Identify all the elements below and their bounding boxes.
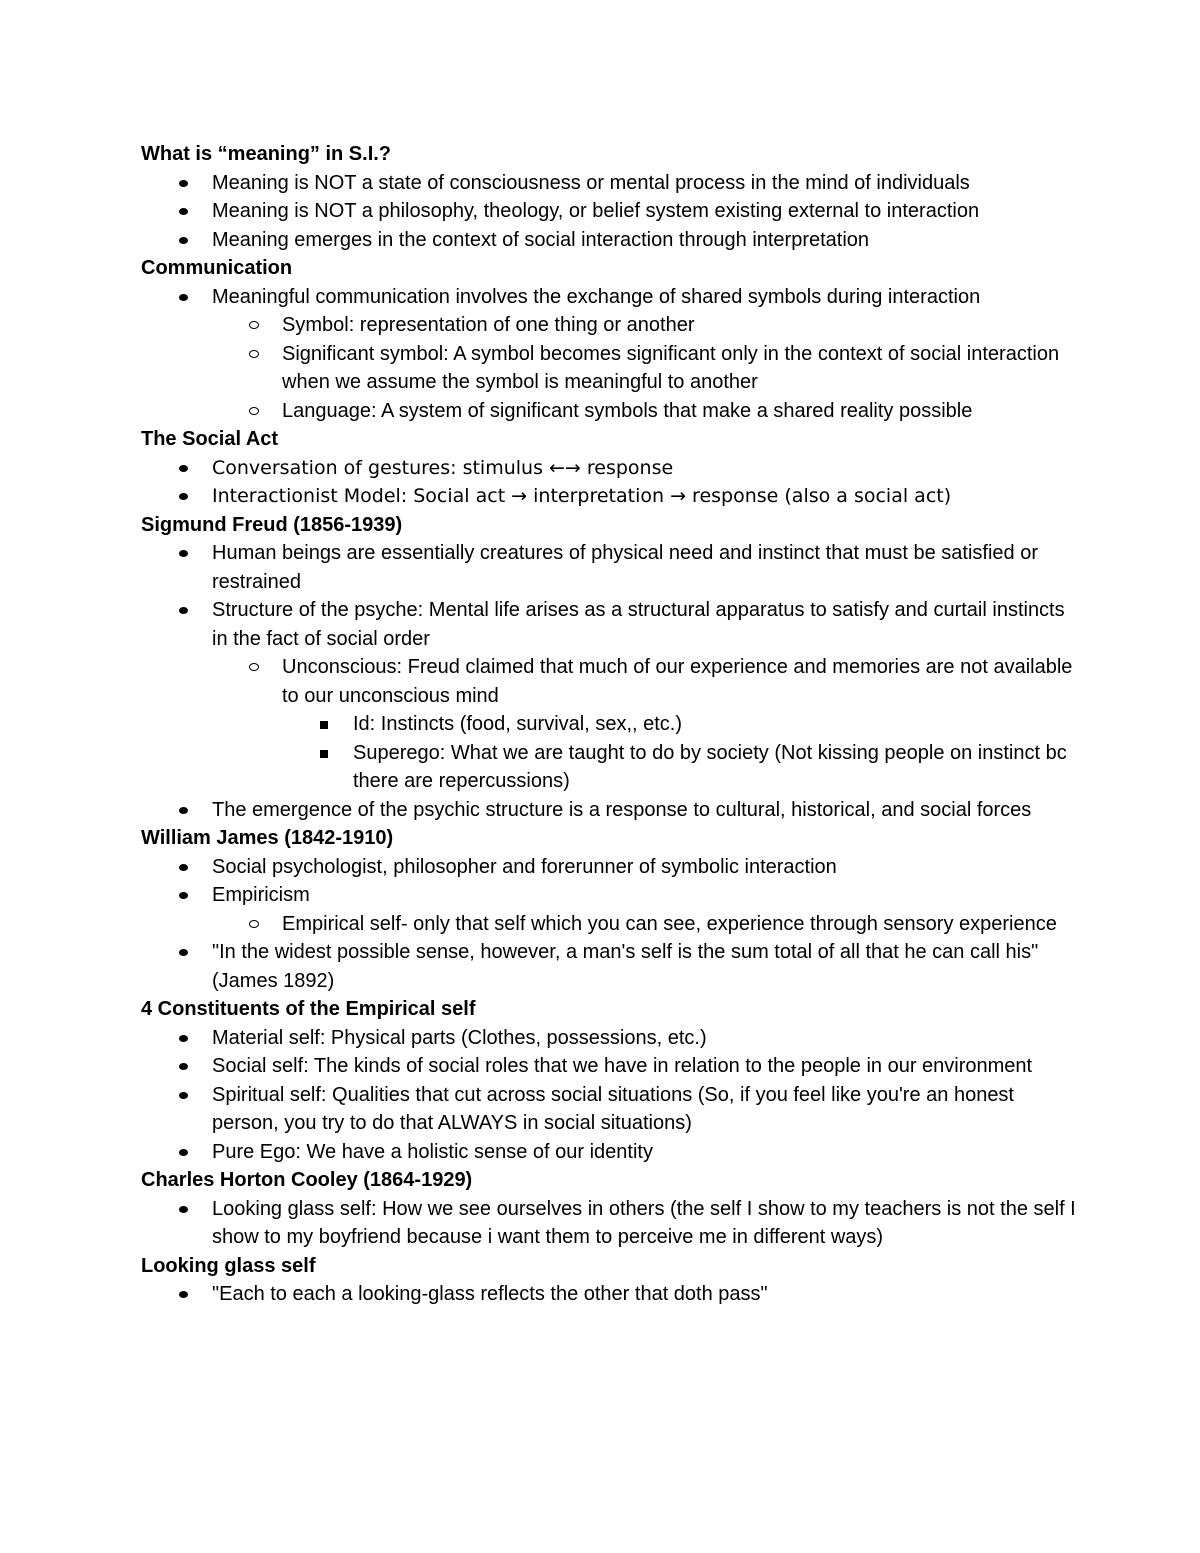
list-item: Meaning is NOT a state of consciousness or mental process in the mind of individuals [141, 169, 1081, 198]
sub-sub-list-item: Superego: What we are taught to do by society (Not kissing people on instinct bc there are repercussions) [141, 739, 1081, 796]
list-item: Structure of the psyche: Mental life arises as a structural apparatus to satisfy and curtail instincts in the fact of social order [141, 596, 1081, 653]
hollow-bullet-icon [249, 920, 259, 928]
list-item: Material self: Physical parts (Clothes, possessions, etc.) [141, 1024, 1081, 1053]
bullet-icon [179, 237, 188, 244]
bullet-icon [179, 294, 188, 301]
bullet-icon [179, 807, 188, 814]
bullet-list [141, 454, 1081, 511]
list-item: Meaningful communication involves the exchange of shared symbols during interaction [141, 283, 1081, 312]
list-item: Meaning emerges in the context of social interaction through interpretation [141, 226, 1081, 255]
bullet-list [141, 1195, 1081, 1252]
section-heading-freud: Sigmund Freud (1856-1939) [141, 513, 403, 536]
bullet-icon [179, 550, 188, 557]
sub-list-item: Language: A system of significant symbols that make a shared reality possible [141, 397, 1081, 426]
list-item: The emergence of the psychic structure is a response to cultural, historical, and social forces [141, 796, 1081, 825]
list-item: Pure Ego: We have a holistic sense of our identity [141, 1138, 1081, 1167]
section-heading-looking-glass-self: Looking glass self [141, 1254, 316, 1277]
square-bullet-icon [320, 750, 328, 758]
sub-list-item: Unconscious: Freud claimed that much of our experience and memories are not available to our unconscious mind [141, 653, 1081, 710]
bullet-icon [179, 949, 188, 956]
section-heading-communication: Communication [141, 257, 293, 279]
bullet-list [141, 539, 1081, 824]
list-item: "Each to each a looking-glass reflects the other that doth pass" [141, 1280, 1081, 1309]
bullet-list [141, 169, 1081, 255]
bullet-icon [179, 1092, 188, 1099]
section-heading-social-act: The Social Act [141, 428, 279, 450]
document-body [141, 140, 1081, 1309]
bullet-icon [179, 180, 188, 187]
hollow-bullet-icon [249, 407, 259, 415]
bullet-icon [179, 208, 188, 215]
list-item: Human beings are essentially creatures of physical need and instinct that must be satisfied or restrained [141, 539, 1081, 596]
bullet-icon [179, 493, 188, 500]
bullet-icon [179, 1063, 188, 1070]
hollow-bullet-icon [249, 663, 259, 671]
list-item: Social self: The kinds of social roles that we have in relation to the people in our environment [141, 1052, 1081, 1081]
sub-sub-list-item: Id: Instincts (food, survival, sex,, etc.) [141, 710, 1081, 739]
list-item: Looking glass self: How we see ourselves in others (the self I show to my teachers is not the self I show to my boyfriend because i want them to perceive me in different ways) [141, 1195, 1081, 1252]
bullet-icon [179, 1206, 188, 1213]
bullet-icon [179, 1291, 188, 1298]
square-bullet-icon [320, 721, 328, 729]
list-item: "In the widest possible sense, however, a man's self is the sum total of all that he can call his" (James 1892) [141, 938, 1081, 995]
hollow-bullet-icon [249, 350, 259, 358]
hollow-bullet-icon [249, 321, 259, 329]
list-item: Empiricism [141, 881, 1081, 910]
section-heading-cooley: Charles Horton Cooley (1864-1929) [141, 1169, 473, 1191]
bullet-icon [179, 864, 188, 871]
sub-list-item: Significant symbol: A symbol becomes significant only in the context of social interaction when we assume the symbol is meaningful to another [141, 340, 1081, 397]
list-item: Spiritual self: Qualities that cut across social situations (So, if you feel like you're an honest person, you try to do that ALWAYS in social situations) [141, 1081, 1081, 1138]
bullet-icon [179, 607, 188, 614]
bullet-icon [179, 892, 188, 899]
list-item: Social psychologist, philosopher and forerunner of symbolic interaction [141, 853, 1081, 882]
bullet-icon [179, 465, 188, 472]
bullet-list [141, 283, 1081, 426]
bullet-list [141, 853, 1081, 996]
section-heading-meaning: What is “meaning” in S.I.? [141, 143, 392, 165]
bullet-icon [179, 1035, 188, 1042]
bullet-list [141, 1024, 1081, 1167]
list-item: Conversation of gestures: stimulus ←→ response [141, 454, 1081, 483]
sub-list-item: Empirical self- only that self which you can see, experience through sensory experience [141, 910, 1081, 939]
list-item: Meaning is NOT a philosophy, theology, or belief system existing external to interaction [141, 197, 1081, 226]
bullet-list [141, 1280, 1081, 1309]
bullet-icon [179, 1149, 188, 1156]
section-heading-constituents: 4 Constituents of the Empirical self [141, 998, 476, 1020]
list-item: Interactionist Model: Social act → interpretation → response (also a social act) [141, 482, 1081, 511]
section-heading-william-james: William James (1842-1910) [141, 827, 394, 849]
sub-list-item: Symbol: representation of one thing or another [141, 311, 1081, 340]
